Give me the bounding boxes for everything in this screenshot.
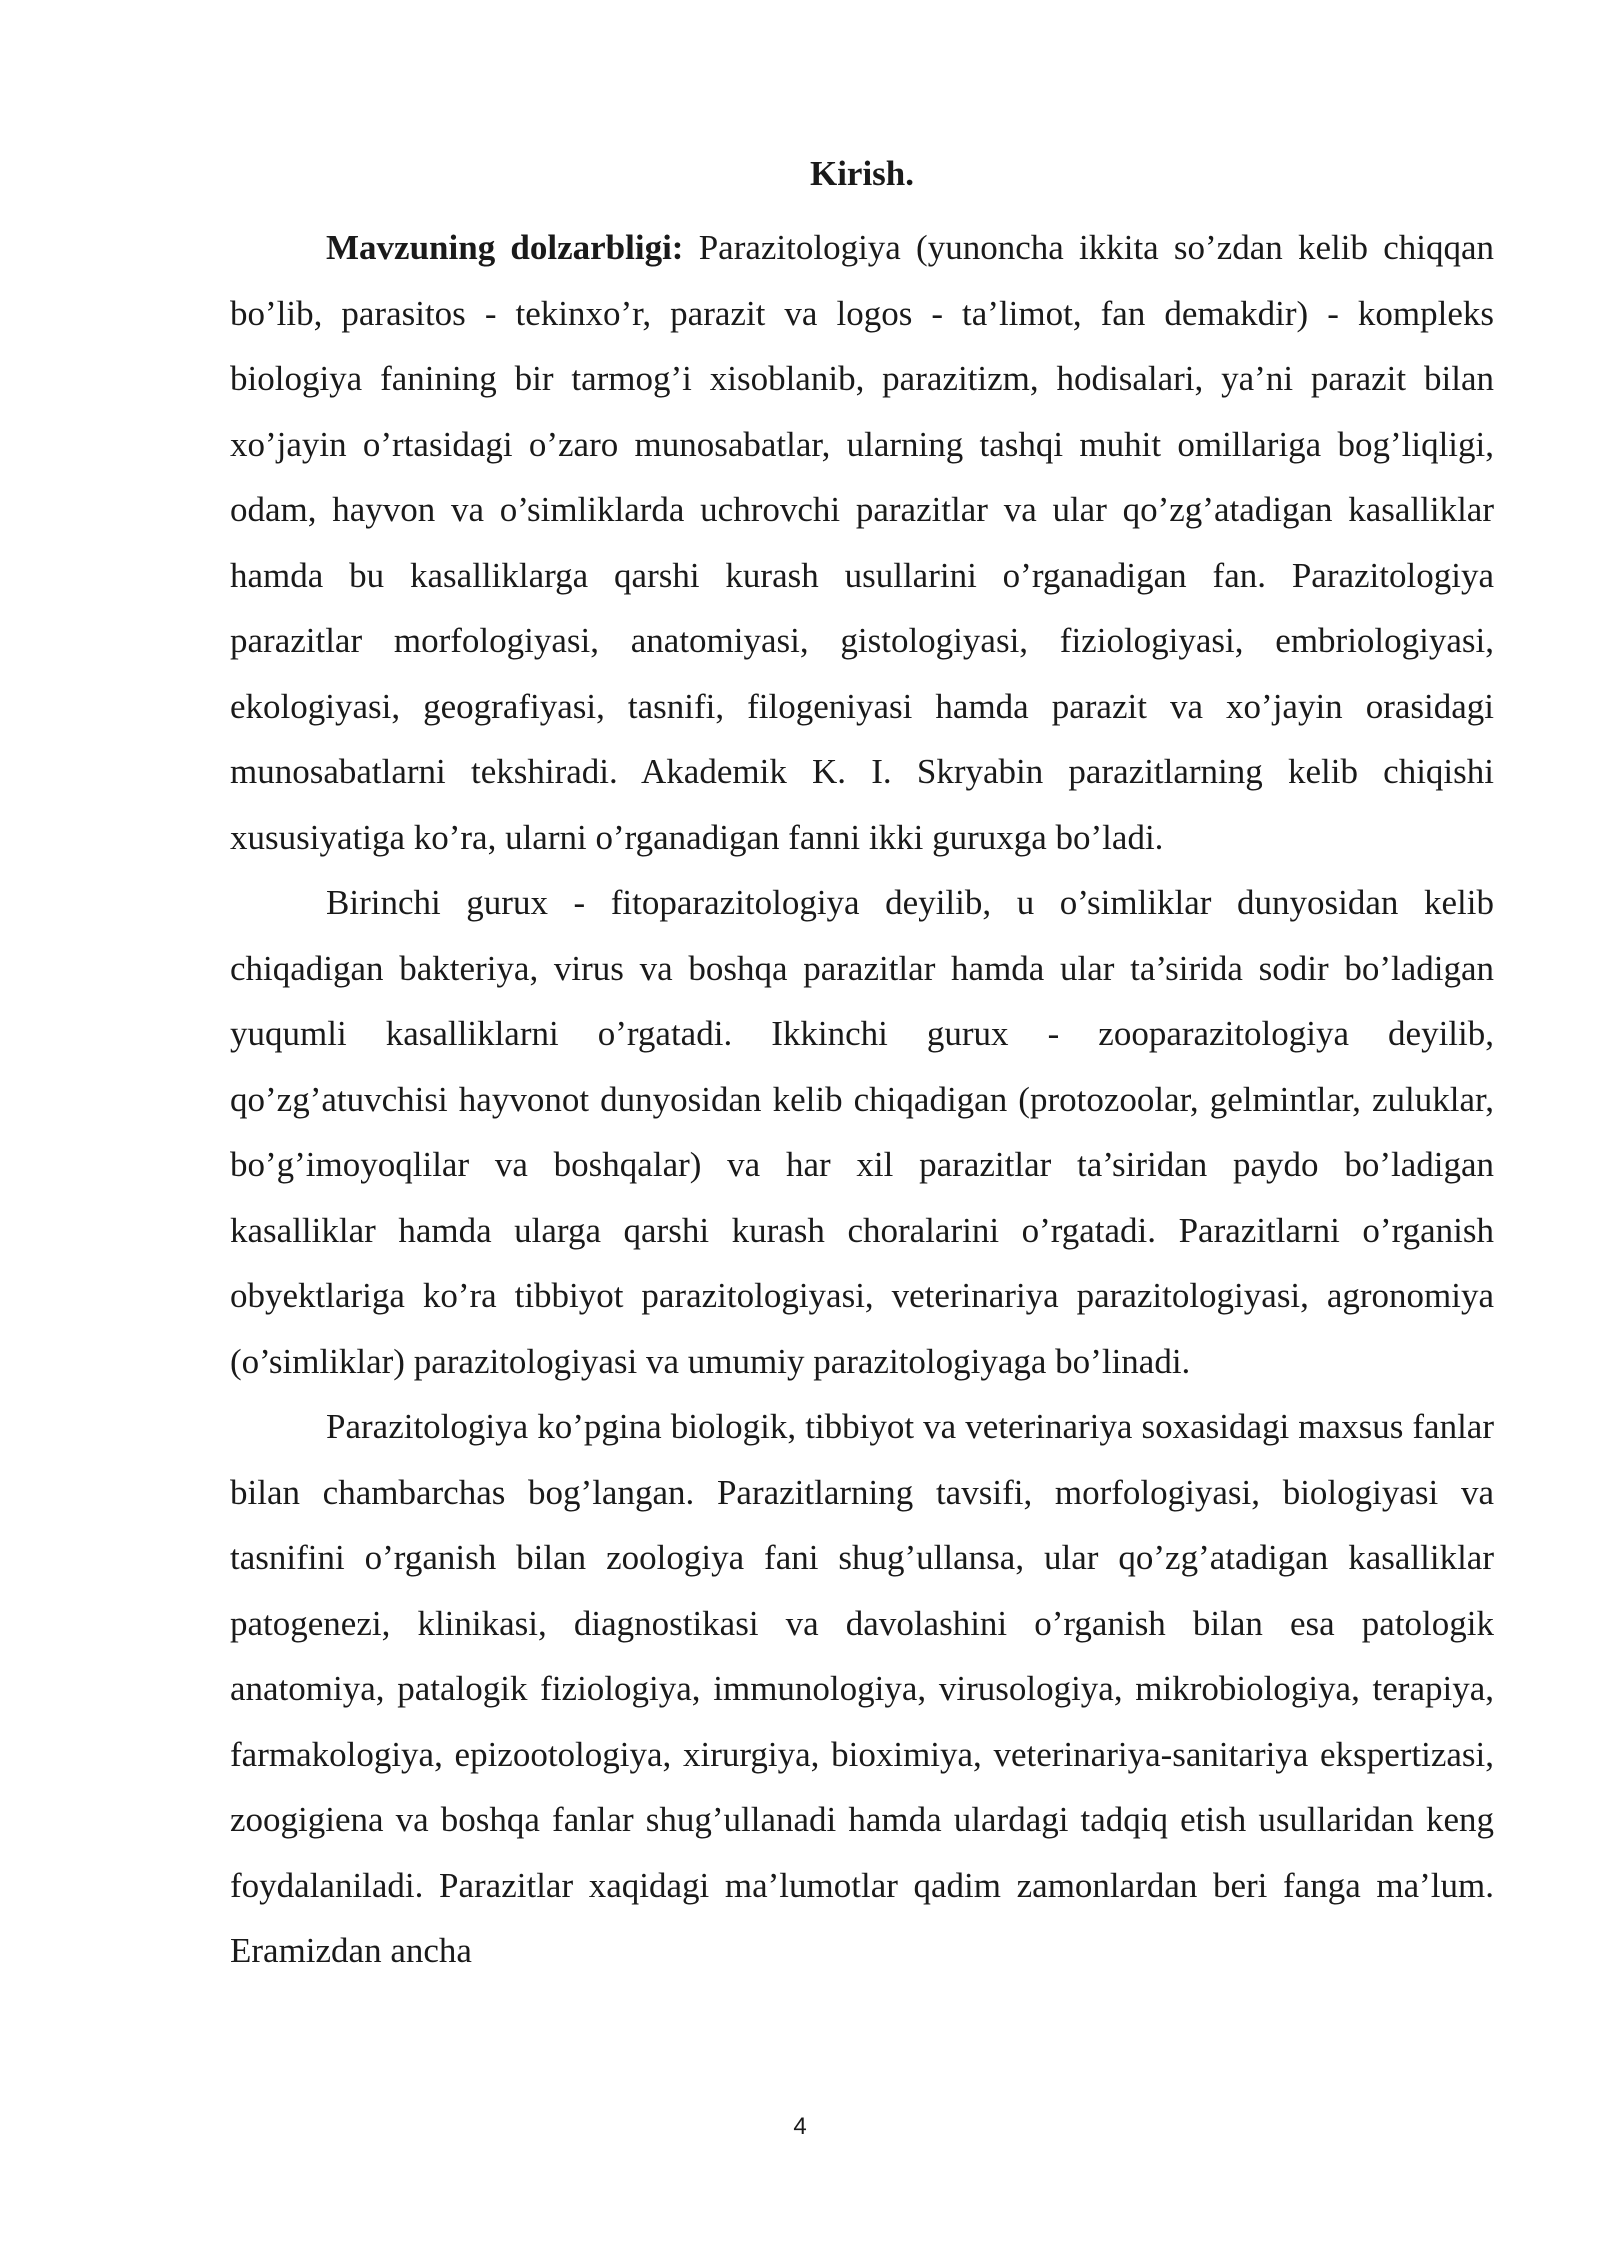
paragraph-lead: Mavzuning dolzarbligi: [326,228,684,267]
paragraph-related-sciences: Parazitologiya ko’pgina biologik, tibbiyot va veterinariya soxasidagi maxsus fanlar bilan chambarchas bog’langan. Parazitlarning tavsifi, morfologiyasi, biologiyasi va tasnifini o’rganish bilan zoologiya fani shug’ullansa, ular qo’zg’atadigan kasalliklar patogenezi, klinikasi, diagnostikasi va davolashini o’rganish bilan esa patologik anatomiya, patalogik fiziologiya, immunologiya, virusologiya, mikrobiologiya, terapiya, farmakologiya, epizootologiya, xirurgiya, bioximiya, veterinariya-sanitariya ekspertizasi, zoogigiena va boshqa fanlar shug’ullanadi hamda ulardagi tadqiq etish usullaridan keng foydalaniladi. Parazitlar xaqidagi ma’lumotlar qadim zamonlardan beri fanga ma’lum. Eramizdan ancha [230,1407,1494,1970]
paragraph-groups: Birinchi gurux - fitoparazitologiya deyilib, u o’simliklar dunyosidan kelib chiqadigan bakteriya, virus va boshqa parazitlar hamda ular ta’sirida sodir bo’ladigan yuqumli kasalliklarni o’rgatadi. Ikkinchi gurux - zooparazitologiya deyilib, qo’zg’atuvchisi hayvonot dunyosidan kelib chiqadigan (protozoolar, gelmintlar, zuluklar, bo’g’imoyoqlilar va boshqalar) va har xil parazitlar ta’siridan paydo bo’ladigan kasalliklar hamda ularga qarshi kurash choralarini o’rgatadi. Parazitlarni o’rganish obyektlariga ko’ra tibbiyot parazitologiyasi, veterinariya parazitologiyasi, agronomiya (o’simliklar) parazitologiyasi va umumiy parazitologiyaga bo’linadi. [230,883,1494,1381]
paragraph-text: Parazitologiya (yunoncha ikkita so’zdan kelib chiqqan bo’lib, parasitos - tekinxo’r, parazit va logos - ta’limot, fan demakdir) - kompleks biologiya fanining bir tarmog’i xisoblanib, parazitizm, hodisalari, ya’ni parazit bilan xo’jayin o’rtasidagi o’zaro munosabatlar, ularning tashqi muhit omillariga bog’liqligi, odam, hayvon va o’simliklarda uchrovchi parazitlar va ular qo’zg’atadigan kasalliklar hamda bu kasalliklarga qarshi kurash usullarini o’rganadigan fan. Parazitologiya parazitlar morfologiyasi, anatomiyasi, gistologiyasi, fiziologiyasi, embriologiyasi, ekologiyasi, geografiyasi, tasnifi, filogeniyasi hamda parazit va xo’jayin orasidagi munosabatlarni tekshiradi. Akademik K. I. Skryabin parazitlarning kelib chiqishi xususiyatiga ko’ra, ularni o’rganadigan fanni ikki guruxga bo’ladi. [230,228,1494,857]
document-page [230,150,1494,1984]
section-heading: Kirish. [809,154,915,193]
page-number: 4 [793,2113,807,2140]
paragraph-relevance [230,215,1494,870]
